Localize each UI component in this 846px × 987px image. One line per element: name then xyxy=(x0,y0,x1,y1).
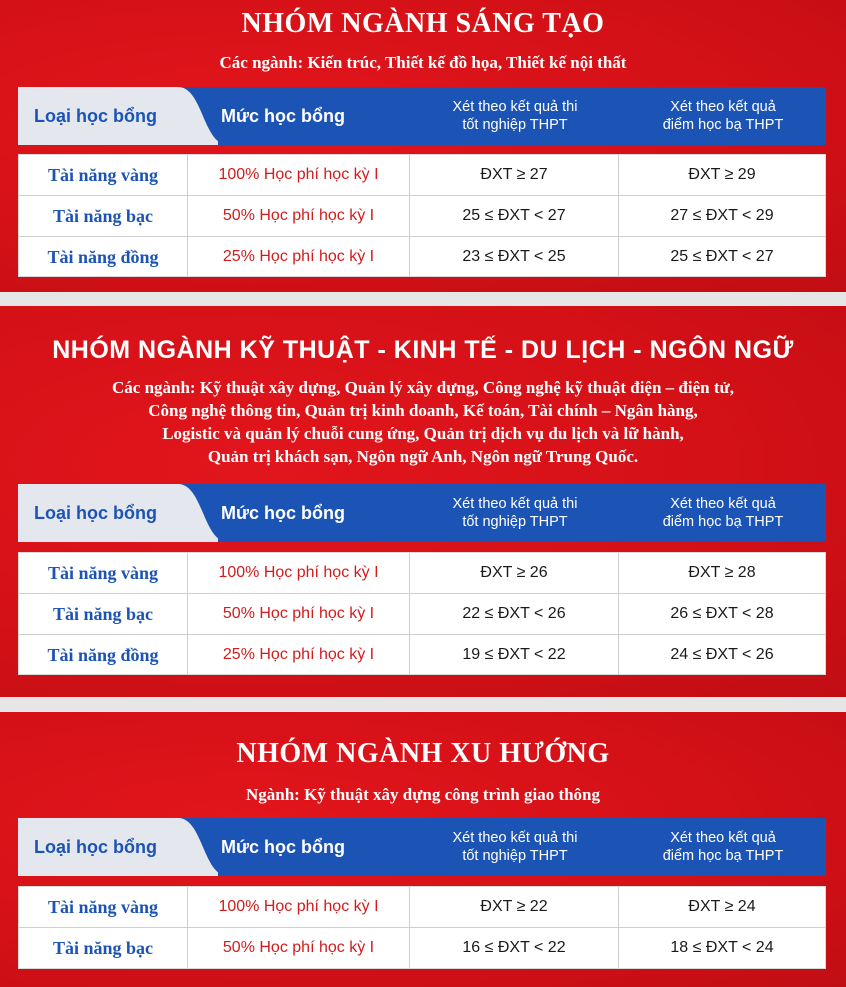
table-row xyxy=(19,887,825,927)
row-level: 25% Học phí học kỳ I xyxy=(188,237,410,277)
header-scholarship-level: Mức học bổng xyxy=(220,105,346,126)
row-level: 100% Học phí học kỳ I xyxy=(188,155,410,195)
section-title: NHÓM NGÀNH SÁNG TẠO xyxy=(241,8,605,39)
table-row xyxy=(19,927,825,968)
row-thpt: ĐXT ≥ 27 xyxy=(410,155,619,195)
header-transcript: Xét theo kết quả điểm học bạ THPT xyxy=(662,830,784,864)
row-thpt: 22 ≤ ĐXT < 26 xyxy=(410,594,619,634)
row-name: Tài năng vàng xyxy=(19,553,188,593)
row-name: Tài năng bạc xyxy=(19,928,188,968)
row-name: Tài năng vàng xyxy=(19,887,188,927)
row-hocba: ĐXT ≥ 28 xyxy=(688,564,756,581)
row-hocba: ĐXT ≥ 24 xyxy=(688,898,756,915)
table-row xyxy=(19,553,825,593)
row-hocba: 24 ≤ ĐXT < 26 xyxy=(670,646,774,663)
table-row xyxy=(19,195,825,236)
row-name: Tài năng bạc xyxy=(19,594,188,634)
row-hocba: 18 ≤ ĐXT < 24 xyxy=(670,939,774,956)
header-scholarship-level: Mức học bổng xyxy=(220,502,346,523)
scholarship-table xyxy=(18,552,826,675)
table-row xyxy=(19,236,825,277)
row-thpt: 19 ≤ ĐXT < 22 xyxy=(410,635,619,675)
section-subtitle: Ngành: Kỹ thuật xây dựng công trình giao thông xyxy=(245,785,601,804)
header-scholarship-type: Loại học bổng xyxy=(34,502,157,523)
table-header xyxy=(18,818,826,876)
table-row xyxy=(19,593,825,634)
section-creative xyxy=(0,0,846,292)
row-hocba: 27 ≤ ĐXT < 29 xyxy=(670,207,774,224)
section-trending xyxy=(0,712,846,987)
row-level: 50% Học phí học kỳ I xyxy=(188,196,410,236)
row-name: Tài năng vàng xyxy=(19,155,188,195)
row-name: Tài năng đồng xyxy=(19,635,188,675)
header-transcript: Xét theo kết quả điểm học bạ THPT xyxy=(662,496,784,530)
row-thpt: 16 ≤ ĐXT < 22 xyxy=(410,928,619,968)
header-transcript: Xét theo kết quả điểm học bạ THPT xyxy=(662,99,784,133)
table-header xyxy=(18,484,826,542)
table-row xyxy=(19,634,825,675)
section-subtitle: Các ngành: Kỹ thuật xây dựng, Quản lý xây dựng, Công nghệ kỹ thuật điện – điện tử, Công nghệ thông tin, Quản trị kinh doanh, Kế toán, Tài chính – Ngân hàng, Logistic và quản lý chuỗi cung ứng, Quản trị dịch vụ du lịch và lữ hành, Quản trị khách sạn, Ngôn ngữ Anh, Ngôn ngữ Trung Quốc. xyxy=(112,378,734,466)
row-name: Tài năng bạc xyxy=(19,196,188,236)
header-thpt-exam: Xét theo kết quả thi tốt nghiệp THPT xyxy=(452,99,578,133)
section-title: NHÓM NGÀNH XU HƯỚNG xyxy=(236,738,610,769)
table-row xyxy=(19,155,825,195)
row-name: Tài năng đồng xyxy=(19,237,188,277)
row-thpt: ĐXT ≥ 22 xyxy=(410,887,619,927)
section-technical-economic xyxy=(0,306,846,697)
row-level: 50% Học phí học kỳ I xyxy=(188,594,410,634)
row-hocba: ĐXT ≥ 29 xyxy=(688,166,756,183)
row-thpt: ĐXT ≥ 26 xyxy=(410,553,619,593)
header-thpt-exam: Xét theo kết quả thi tốt nghiệp THPT xyxy=(452,496,578,530)
header-scholarship-level: Mức học bổng xyxy=(220,836,346,857)
scholarship-table xyxy=(18,886,826,969)
row-hocba: 25 ≤ ĐXT < 27 xyxy=(670,248,774,265)
scholarship-table xyxy=(18,154,826,277)
section-subtitle: Các ngành: Kiến trúc, Thiết kế đồ họa, Thiết kế nội thất xyxy=(219,53,627,72)
row-level: 100% Học phí học kỳ I xyxy=(188,553,410,593)
header-thpt-exam: Xét theo kết quả thi tốt nghiệp THPT xyxy=(452,830,578,864)
row-thpt: 25 ≤ ĐXT < 27 xyxy=(410,196,619,236)
section-title: NHÓM NGÀNH KỸ THUẬT - KINH TẾ - DU LỊCH - NGÔN NGỮ xyxy=(52,336,794,364)
header-scholarship-type: Loại học bổng xyxy=(34,105,157,126)
row-level: 25% Học phí học kỳ I xyxy=(188,635,410,675)
row-thpt: 23 ≤ ĐXT < 25 xyxy=(410,237,619,277)
header-scholarship-type: Loại học bổng xyxy=(34,836,157,857)
row-level: 50% Học phí học kỳ I xyxy=(188,928,410,968)
row-level: 100% Học phí học kỳ I xyxy=(188,887,410,927)
row-hocba: 26 ≤ ĐXT < 28 xyxy=(670,605,774,622)
table-header xyxy=(18,87,826,145)
